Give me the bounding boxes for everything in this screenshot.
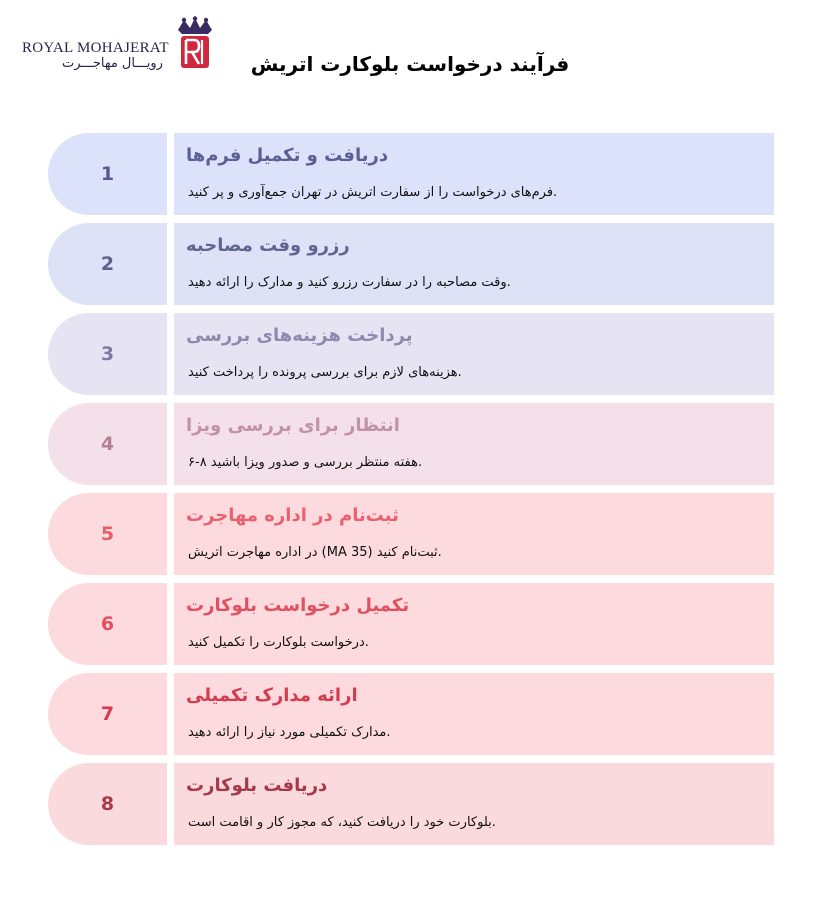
brand-name-en: ROYAL MOHAJERAT — [22, 40, 169, 56]
step-number: 2 — [48, 223, 167, 305]
step-title: رزرو وقت مصاحبه — [186, 235, 350, 256]
step-title: تکمیل درخواست بلوکارت — [186, 595, 410, 616]
step-card — [174, 763, 774, 845]
step-6 — [48, 583, 774, 665]
step-8 — [48, 763, 774, 845]
step-card — [174, 493, 774, 575]
step-card — [174, 583, 774, 665]
step-4 — [48, 403, 774, 485]
step-description: .مدارک تکمیلی مورد نیاز را ارائه دهید — [188, 725, 391, 740]
step-card — [174, 313, 774, 395]
step-card — [174, 133, 774, 215]
step-3 — [48, 313, 774, 395]
brand-logo — [22, 16, 202, 76]
step-5 — [48, 493, 774, 575]
step-1 — [48, 133, 774, 215]
step-description: .هزینه‌های لازم برای بررسی پرونده را پرداخت کنید — [188, 365, 462, 380]
step-description: .وقت مصاحبه را در سفارت رزرو کنید و مدارک را ارائه دهید — [188, 275, 511, 290]
step-title: ارائه مدارک تکمیلی — [186, 685, 358, 706]
step-number: 3 — [48, 313, 167, 395]
step-title: ثبت‌نام در اداره مهاجرت — [186, 505, 399, 526]
step-title: دریافت و تکمیل فرم‌ها — [186, 145, 389, 166]
step-description: .فرم‌های درخواست را از سفارت اتریش در تهران جمع‌آوری و پر کنید — [188, 185, 558, 200]
step-card — [174, 403, 774, 485]
step-7 — [48, 673, 774, 755]
step-number: 4 — [48, 403, 167, 485]
step-description: .بلوکارت خود را دریافت کنید، که مجوز کار و اقامت است — [188, 815, 496, 830]
step-number: 5 — [48, 493, 167, 575]
step-title: پرداخت هزینه‌های بررسی — [186, 325, 413, 346]
step-card — [174, 223, 774, 305]
step-description: .ثبت‌نام کنید (MA 35) در اداره مهاجرت اتریش — [188, 545, 442, 560]
step-number: 8 — [48, 763, 167, 845]
step-card — [174, 673, 774, 755]
page-title: فرآیند درخواست بلوکارت اتریش — [250, 52, 570, 76]
step-number: 6 — [48, 583, 167, 665]
step-number: 1 — [48, 133, 167, 215]
step-2 — [48, 223, 774, 305]
step-title: دریافت بلوکارت — [186, 775, 328, 796]
step-description: .درخواست بلوکارت را تکمیل کنید — [188, 635, 369, 650]
step-title: انتظار برای بررسی ویزا — [186, 415, 400, 436]
brand-name-fa: رویـــال مهاجـــرت — [62, 56, 163, 71]
step-description: .هفته منتظر بررسی و صدور ویزا باشید ۸-۶ — [188, 455, 423, 470]
step-number: 7 — [48, 673, 167, 755]
